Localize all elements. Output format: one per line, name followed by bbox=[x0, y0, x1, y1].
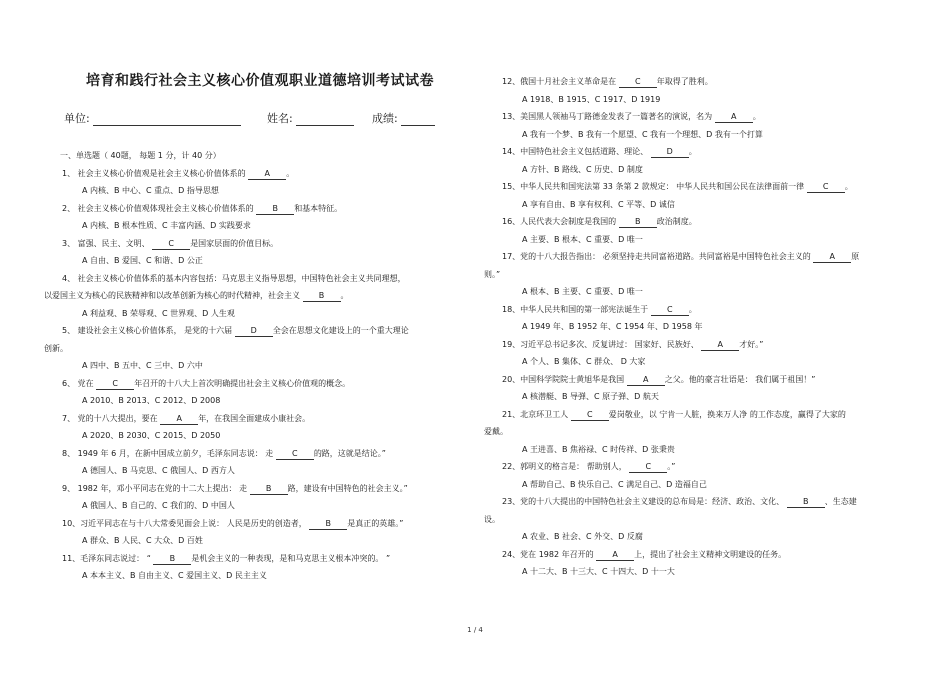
question-tail: 。” bbox=[667, 462, 676, 471]
question-tail: 原 bbox=[851, 252, 860, 261]
answer-blank: C bbox=[96, 378, 134, 390]
answer-options: A 利益观、B 荣辱观、C 世界观、D 人生观 bbox=[82, 308, 235, 318]
question-text: 6、 党在 bbox=[62, 378, 94, 388]
question-continuation bbox=[44, 340, 469, 358]
answer-blank: C bbox=[619, 76, 657, 88]
answer-options: A 群众、B 人民、C 大众、D 百姓 bbox=[82, 536, 203, 545]
answer-blank: B bbox=[787, 496, 825, 508]
answer-blank: A bbox=[248, 168, 286, 180]
answer-blank: A bbox=[715, 111, 753, 123]
question-tail: 、生态建 bbox=[824, 497, 857, 506]
answer-blank: C bbox=[807, 181, 845, 193]
question-line bbox=[484, 406, 914, 424]
question-text: 8、 1949 年 6 月，在新中国成立前夕，毛泽东同志说： 走 bbox=[62, 448, 274, 458]
question-tail: 路，建设有中国特色的社会主义。” bbox=[287, 483, 408, 493]
question-line bbox=[44, 550, 469, 568]
answer-blank: A bbox=[596, 549, 634, 561]
answer-options: A 自由、B 爱国、C 和谐、D 公正 bbox=[82, 256, 203, 265]
question-line bbox=[484, 248, 914, 266]
answer-options: A 四中、B 五中、C 三中、D 六中 bbox=[82, 361, 203, 370]
question-line bbox=[44, 165, 469, 183]
name-field bbox=[267, 110, 354, 126]
question-line bbox=[484, 143, 914, 161]
question-line bbox=[484, 301, 914, 319]
question-text: 19、习近平总书记多次、反复讲过： 国家好、民族好、 bbox=[502, 339, 699, 349]
question-text: 15、中华人民共和国宪法第 33 条第 2 款规定： 中华人民共和国公民在法律面前一律 bbox=[502, 182, 805, 191]
question-text: 4、 社会主义核心价值体系的基本内容包括：马克思主义指导思想，中国特色社会主义共同理想， bbox=[62, 273, 406, 283]
answer-options: A 俄国人、B 自己的、C 我们的、D 中国人 bbox=[82, 501, 235, 510]
question-line bbox=[44, 322, 469, 340]
question-tail: 是真正的英雄。” bbox=[347, 518, 404, 528]
answer-options: A 主要、B 根本、C 重要、D 唯一 bbox=[522, 234, 643, 244]
question-tail: 。 bbox=[844, 182, 853, 191]
answer-blank: C bbox=[629, 461, 667, 473]
answer-blank: C bbox=[276, 448, 314, 460]
unit-label: 单位: bbox=[64, 112, 90, 125]
question-tail: 。 bbox=[752, 112, 761, 121]
question-line bbox=[484, 108, 914, 126]
question-text: 21、北京环卫工人 bbox=[502, 409, 569, 419]
question-tail: 政治制度。 bbox=[656, 217, 697, 226]
answer-blank: C bbox=[152, 238, 190, 250]
question-text-cont: 创新。 bbox=[44, 343, 68, 353]
question-text: 23、党的十八大提出的中国特色社会主义建设的总布局是：经济、政治、文化、 bbox=[502, 497, 785, 506]
answer-options: A 根本、B 主要、C 重要、D 唯一 bbox=[522, 287, 643, 296]
right-column bbox=[484, 73, 914, 581]
unit-blank bbox=[93, 113, 241, 126]
unit-field bbox=[64, 110, 241, 126]
answer-blank: D bbox=[651, 146, 689, 158]
question-tail: 才好。” bbox=[739, 339, 764, 349]
question-line bbox=[44, 375, 469, 393]
question-tail: 。 bbox=[688, 147, 697, 156]
answer-options: A 方针、B 路线、C 历史、D 制度 bbox=[522, 164, 643, 174]
answer-blank: A bbox=[813, 251, 851, 263]
question-tail: 是机会主义的一种表现，是和马克思主义根本冲突的。 ” bbox=[191, 553, 391, 563]
question-tail: 。 bbox=[286, 168, 295, 178]
question-line bbox=[44, 200, 469, 218]
answer-blank: A bbox=[701, 339, 739, 351]
score-label: 成绩: bbox=[372, 112, 398, 125]
answer-blank: B bbox=[303, 290, 341, 302]
question-text: 24、党在 1982 年召开的 bbox=[502, 549, 594, 559]
answer-options: A 帮助自己、B 快乐自己、C 满足自己、D 造福自己 bbox=[522, 479, 707, 489]
question-text-cont: 则。” bbox=[484, 269, 501, 279]
question-continuation bbox=[484, 423, 914, 441]
question-line bbox=[44, 235, 469, 253]
question-tail: 和基本特征。 bbox=[294, 203, 343, 213]
question-text: 9、 1982 年，邓小平同志在党的十二大上提出： 走 bbox=[62, 483, 248, 493]
score-blank bbox=[401, 113, 435, 126]
question-text: 3、 富强、民主、文明、 bbox=[62, 238, 150, 248]
question-line bbox=[484, 336, 914, 354]
question-line bbox=[44, 515, 469, 533]
question-continuation bbox=[44, 287, 469, 305]
question-tail: 上，提出了社会主义精神文明建设的任务。 bbox=[634, 549, 787, 559]
question-tail: 年，在我国全面建成小康社会。 bbox=[198, 413, 311, 423]
question-line bbox=[484, 371, 914, 389]
answer-blank: C bbox=[651, 304, 689, 316]
question-text: 20、中国科学院院士黄旭华是我国 bbox=[502, 374, 625, 384]
exam-title: 培育和践行社会主义核心价值观职业道德培训考试试卷 bbox=[86, 73, 434, 89]
question-text-cont: 爱戴。 bbox=[484, 427, 508, 436]
question-tail: 全会在思想文化建设上的一个重大理论 bbox=[272, 326, 409, 335]
answer-options: A 我有一个梦、B 我有一个愿望、C 我有一个理想、D 我有一个打算 bbox=[522, 129, 763, 139]
question-tail: 。 bbox=[340, 291, 349, 300]
question-line bbox=[484, 546, 914, 564]
question-text: 17、党的十八大报告指出： 必须坚持走共同富裕道路。共同富裕是中国特色社会主义的 bbox=[502, 252, 811, 261]
answer-blank: B bbox=[256, 203, 294, 215]
question-text: 11、毛泽东同志说过： “ bbox=[62, 553, 151, 563]
question-tail: 。 bbox=[688, 304, 697, 314]
question-text: 13、美国黑人领袖马丁路德金发表了一篇著名的演说，名为 bbox=[502, 112, 713, 121]
question-line bbox=[484, 458, 914, 476]
answer-blank: A bbox=[627, 374, 665, 386]
question-tail: 年召开的十八大上首次明确提出社会主义核心价值观的概念。 bbox=[134, 378, 351, 388]
name-label: 姓名: bbox=[267, 112, 293, 125]
answer-options: A 个人、B 集体、C 群众、 D 大家 bbox=[522, 357, 646, 366]
question-tail: 是国家层面的价值目标。 bbox=[190, 238, 279, 248]
answer-options: A 享有自由、B 享有权利、C 平等、D 诚信 bbox=[522, 199, 675, 209]
answer-options: A 1918、B 1915、C 1917、D 1919 bbox=[522, 94, 661, 104]
question-line bbox=[484, 493, 914, 511]
question-text: 12、俄国十月社会主义革命是在 bbox=[502, 77, 617, 86]
question-text: 18、中华人民共和国的第一部宪法诞生于 bbox=[502, 304, 649, 314]
question-text-cont: 以爱国主义为核心的民族精神和以改革创新为核心的时代精神，社会主义 bbox=[44, 291, 300, 300]
question-tail: 年取得了胜利。 bbox=[656, 77, 713, 86]
answer-options: A 1949 年、B 1952 年、C 1954 年、D 1958 年 bbox=[522, 322, 703, 331]
question-line bbox=[484, 178, 914, 196]
section-heading: 一、单选题（ 40题， 每题 1 分，计 40 分） bbox=[60, 151, 221, 160]
answer-blank: B bbox=[619, 216, 657, 228]
answer-options: A 2010、B 2013、C 2012、D 2008 bbox=[82, 396, 221, 405]
question-tail: 爱岗敬业，以 宁肯一人脏，换来万人净 的工作态度，赢得了大家的 bbox=[608, 409, 846, 419]
answer-options: A 本本主义、B 自由主义、C 爱国主义、D 民主主义 bbox=[82, 571, 267, 580]
question-text: 5、 建设社会主义核心价值体系， 是党的十六届 bbox=[62, 326, 233, 335]
question-line bbox=[44, 480, 469, 498]
question-tail: 之父。他的豪言壮语是： 我们属于祖国！” bbox=[664, 374, 816, 384]
answer-blank: A bbox=[160, 413, 198, 425]
name-blank bbox=[296, 113, 354, 126]
question-line bbox=[44, 445, 469, 463]
answer-blank: C bbox=[571, 409, 609, 421]
question-line bbox=[484, 213, 914, 231]
answer-blank: D bbox=[235, 325, 273, 337]
question-tail: 的路，这就是结论。” bbox=[313, 448, 386, 458]
answer-blank: B bbox=[309, 518, 347, 530]
question-continuation bbox=[484, 511, 914, 529]
question-text: 22、郭明义的格言是： 帮助别人， bbox=[502, 462, 627, 471]
score-field bbox=[372, 110, 435, 126]
page-number: 1 / 4 bbox=[467, 626, 483, 634]
answer-blank: B bbox=[250, 483, 288, 495]
left-column bbox=[44, 147, 469, 585]
question-text: 7、 党的十八大提出，要在 bbox=[62, 413, 158, 423]
question-text: 10、习近平同志在与十八大常委见面会上说： 人民是历史的创造者， bbox=[62, 518, 307, 528]
question-text: 14、中国特色社会主义包括道路、理论、 bbox=[502, 147, 649, 156]
question-text: 1、 社会主义核心价值观是社会主义核心价值体系的 bbox=[62, 168, 246, 178]
question-text: 2、 社会主义核心价值观体现社会主义核心价值体系的 bbox=[62, 203, 254, 213]
question-text: 16、人民代表大会制度是我国的 bbox=[502, 217, 617, 226]
answer-options: A 德国人、B 马克思、C 俄国人、D 西方人 bbox=[82, 466, 235, 475]
answer-options: A 内核、B 根本性质、C 丰富内涵、D 实践要求 bbox=[82, 221, 251, 230]
question-line bbox=[44, 410, 469, 428]
answer-options: A 十二大、B 十三大、C 十四大、D 十一大 bbox=[522, 567, 675, 576]
answer-options: A 2020、B 2030、C 2015、D 2050 bbox=[82, 431, 221, 440]
answer-options: A 王进喜、B 焦裕禄、C 时传祥、D 张秉贵 bbox=[522, 444, 675, 454]
answer-options: A 核潜艇、B 导弹、C 原子弹、D 航天 bbox=[522, 392, 659, 401]
answer-options: A 农业、B 社会、C 外交、D 反腐 bbox=[522, 532, 643, 541]
answer-options: A 内核、B 中心、C 重点、D 指导思想 bbox=[82, 186, 219, 195]
question-line bbox=[484, 73, 914, 91]
question-continuation bbox=[484, 266, 914, 284]
answer-blank: B bbox=[153, 553, 191, 565]
question-text-cont: 设。 bbox=[484, 514, 500, 524]
question-line bbox=[44, 270, 469, 288]
